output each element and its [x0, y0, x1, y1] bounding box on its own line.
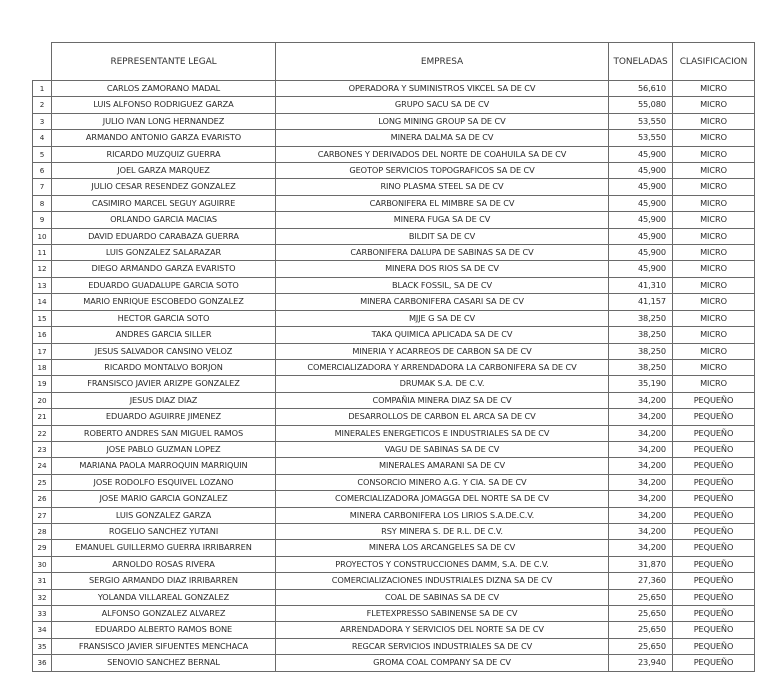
- toneladas-cell: 53,550: [609, 113, 673, 129]
- empresa-cell: BILDIT SA DE CV: [276, 228, 609, 244]
- row-number-cell: 17: [33, 343, 52, 359]
- table-row: [33, 458, 755, 474]
- table-row: [33, 294, 755, 310]
- table-row: [33, 359, 755, 375]
- representante-cell: ORLANDO GARCIA MACIAS: [52, 212, 276, 228]
- empresa-cell: ARRENDADORA Y SERVICIOS DEL NORTE SA DE CV: [276, 622, 609, 638]
- toneladas-cell: 25,650: [609, 606, 673, 622]
- row-number-cell: 15: [33, 310, 52, 326]
- toneladas-cell: 38,250: [609, 327, 673, 343]
- representante-cell: JOSE PABLO GUZMAN LOPEZ: [52, 441, 276, 457]
- empresa-cell: MINERA FUGA SA DE CV: [276, 212, 609, 228]
- row-number-cell: 24: [33, 458, 52, 474]
- table-row: [33, 606, 755, 622]
- clasificacion-cell: MICRO: [673, 327, 755, 343]
- clasificacion-cell: MICRO: [673, 376, 755, 392]
- representante-cell: DAVID EDUARDO CARABAZA GUERRA: [52, 228, 276, 244]
- representante-cell: ROGELIO SANCHEZ YUTANI: [52, 523, 276, 539]
- row-number-cell: 2: [33, 97, 52, 113]
- toneladas-cell: 34,200: [609, 409, 673, 425]
- table-row: [33, 409, 755, 425]
- table-row: [33, 425, 755, 441]
- toneladas-cell: 45,900: [609, 179, 673, 195]
- table-row: [33, 163, 755, 179]
- toneladas-cell: 45,900: [609, 212, 673, 228]
- empresa-cell: MINERA DALMA SA DE CV: [276, 130, 609, 146]
- toneladas-cell: 34,200: [609, 474, 673, 490]
- representante-cell: JESUS SALVADOR CANSINO VELOZ: [52, 343, 276, 359]
- representante-cell: JULIO IVAN LONG HERNANDEZ: [52, 113, 276, 129]
- toneladas-cell: 23,940: [609, 655, 673, 671]
- empresa-cell: LONG MINING GROUP SA DE CV: [276, 113, 609, 129]
- representante-cell: DIEGO ARMANDO GARZA EVARISTO: [52, 261, 276, 277]
- clasificacion-cell: PEQUEÑO: [673, 573, 755, 589]
- table-row: [33, 277, 755, 293]
- toneladas-cell: 34,200: [609, 458, 673, 474]
- representante-cell: MARIANA PAOLA MARROQUIN MARRIQUIN: [52, 458, 276, 474]
- toneladas-cell: 25,650: [609, 638, 673, 654]
- empresa-cell: RINO PLASMA STEEL SA DE CV: [276, 179, 609, 195]
- empresa-cell: OPERADORA Y SUMINISTROS VIKCEL SA DE CV: [276, 81, 609, 97]
- table-row: [33, 179, 755, 195]
- representante-cell: LUIS GONZALEZ GARZA: [52, 507, 276, 523]
- table-row: [33, 441, 755, 457]
- clasificacion-cell: PEQUEÑO: [673, 606, 755, 622]
- row-number-cell: 21: [33, 409, 52, 425]
- row-number-cell: 30: [33, 556, 52, 572]
- row-number-cell: 33: [33, 606, 52, 622]
- toneladas-cell: 25,650: [609, 589, 673, 605]
- row-number-cell: 5: [33, 146, 52, 162]
- row-number-cell: 20: [33, 392, 52, 408]
- clasificacion-cell: MICRO: [673, 294, 755, 310]
- representante-cell: JOEL GARZA MARQUEZ: [52, 163, 276, 179]
- row-number-cell: 12: [33, 261, 52, 277]
- clasificacion-cell: PEQUEÑO: [673, 491, 755, 507]
- clasificacion-cell: PEQUEÑO: [673, 638, 755, 654]
- row-number-cell: 14: [33, 294, 52, 310]
- clasificacion-cell: MICRO: [673, 179, 755, 195]
- row-number-cell: 9: [33, 212, 52, 228]
- clasificacion-cell: MICRO: [673, 212, 755, 228]
- clasificacion-cell: MICRO: [673, 113, 755, 129]
- representante-cell: ANDRES GARCIA SILLER: [52, 327, 276, 343]
- empresa-cell: MINERALES AMARANI SA DE CV: [276, 458, 609, 474]
- table-row: [33, 573, 755, 589]
- clasificacion-cell: MICRO: [673, 359, 755, 375]
- table-row: [33, 540, 755, 556]
- table-row: [33, 146, 755, 162]
- empresa-cell: MINERA CARBONIFERA CASARI SA DE CV: [276, 294, 609, 310]
- clasificacion-cell: PEQUEÑO: [673, 441, 755, 457]
- row-number-cell: 3: [33, 113, 52, 129]
- clasificacion-cell: PEQUEÑO: [673, 540, 755, 556]
- empresa-cell: CARBONIFERA EL MIMBRE SA DE CV: [276, 195, 609, 211]
- toneladas-cell: 34,200: [609, 441, 673, 457]
- empresa-cell: COAL DE SABINAS SA DE CV: [276, 589, 609, 605]
- toneladas-cell: 38,250: [609, 359, 673, 375]
- toneladas-cell: 41,157: [609, 294, 673, 310]
- representante-cell: YOLANDA VILLAREAL GONZALEZ: [52, 589, 276, 605]
- row-number-cell: 18: [33, 359, 52, 375]
- toneladas-cell: 55,080: [609, 97, 673, 113]
- clasificacion-cell: MICRO: [673, 146, 755, 162]
- representante-cell: JULIO CESAR RESENDEZ GONZALEZ: [52, 179, 276, 195]
- table-body: [33, 81, 755, 672]
- row-number-cell: 10: [33, 228, 52, 244]
- toneladas-cell: 38,250: [609, 343, 673, 359]
- clasificacion-cell: MICRO: [673, 228, 755, 244]
- empresa-cell: COMERCIALIZADORA JOMAGGA DEL NORTE SA DE CV: [276, 491, 609, 507]
- empresa-cell: MINERALES ENERGETICOS E INDUSTRIALES SA DE CV: [276, 425, 609, 441]
- table-row: [33, 491, 755, 507]
- representante-cell: JOSE MARIO GARCIA GONZALEZ: [52, 491, 276, 507]
- clasificacion-cell: MICRO: [673, 245, 755, 261]
- empresa-cell: DRUMAK S.A. DE C.V.: [276, 376, 609, 392]
- clasificacion-cell: PEQUEÑO: [673, 425, 755, 441]
- clasificacion-cell: PEQUEÑO: [673, 458, 755, 474]
- row-number-cell: 1: [33, 81, 52, 97]
- toneladas-cell: 34,200: [609, 392, 673, 408]
- header-toneladas: TONELADAS: [609, 43, 673, 81]
- empresa-cell: CARBONES Y DERIVADOS DEL NORTE DE COAHUILA SA DE CV: [276, 146, 609, 162]
- empresa-cell: MINERA CARBONIFERA LOS LIRIOS S.A.DE.C.V.: [276, 507, 609, 523]
- representante-cell: ARNOLDO ROSAS RIVERA: [52, 556, 276, 572]
- table-row: [33, 474, 755, 490]
- header-index: [33, 43, 52, 81]
- empresa-cell: CARBONIFERA DALUPA DE SABINAS SA DE CV: [276, 245, 609, 261]
- row-number-cell: 4: [33, 130, 52, 146]
- row-number-cell: 34: [33, 622, 52, 638]
- representante-cell: ARMANDO ANTONIO GARZA EVARISTO: [52, 130, 276, 146]
- empresa-cell: COMERCIALIZADORA Y ARRENDADORA LA CARBONIFERA SA DE CV: [276, 359, 609, 375]
- representante-cell: RICARDO MONTALVO BORJON: [52, 359, 276, 375]
- representante-cell: EDUARDO GUADALUPE GARCIA SOTO: [52, 277, 276, 293]
- row-number-cell: 29: [33, 540, 52, 556]
- toneladas-cell: 45,900: [609, 245, 673, 261]
- table-row: [33, 130, 755, 146]
- clasificacion-cell: MICRO: [673, 130, 755, 146]
- clasificacion-cell: MICRO: [673, 343, 755, 359]
- representante-cell: ROBERTO ANDRES SAN MIGUEL RAMOS: [52, 425, 276, 441]
- clasificacion-cell: MICRO: [673, 310, 755, 326]
- header-representante: REPRESENTANTE LEGAL: [52, 43, 276, 81]
- clasificacion-cell: PEQUEÑO: [673, 474, 755, 490]
- toneladas-cell: 45,900: [609, 195, 673, 211]
- representante-cell: SENOVIO SANCHEZ BERNAL: [52, 655, 276, 671]
- empresa-cell: DESARROLLOS DE CARBON EL ARCA SA DE CV: [276, 409, 609, 425]
- row-number-cell: 13: [33, 277, 52, 293]
- table-row: [33, 638, 755, 654]
- representante-cell: FRANSISCO JAVIER ARIZPE GONZALEZ: [52, 376, 276, 392]
- representante-cell: LUIS GONZALEZ SALARAZAR: [52, 245, 276, 261]
- empresa-cell: COMERCIALIZACIONES INDUSTRIALES DIZNA SA DE CV: [276, 573, 609, 589]
- empresa-cell: CONSORCIO MINERO A.G. Y CIA. SA DE CV: [276, 474, 609, 490]
- empresa-cell: GROMA COAL COMPANY SA DE CV: [276, 655, 609, 671]
- toneladas-cell: 25,650: [609, 622, 673, 638]
- header-row: [33, 43, 755, 81]
- table-row: [33, 245, 755, 261]
- toneladas-cell: 45,900: [609, 261, 673, 277]
- empresa-cell: BLACK FOSSIL, SA DE CV: [276, 277, 609, 293]
- toneladas-cell: 27,360: [609, 573, 673, 589]
- toneladas-cell: 34,200: [609, 507, 673, 523]
- empresa-cell: PROYECTOS Y CONSTRUCCIONES DAMM, S.A. DE C.V.: [276, 556, 609, 572]
- empresa-cell: FLETEXPRESSO SABINENSE SA DE CV: [276, 606, 609, 622]
- clasificacion-cell: PEQUEÑO: [673, 589, 755, 605]
- clasificacion-cell: MICRO: [673, 195, 755, 211]
- clasificacion-cell: MICRO: [673, 97, 755, 113]
- clasificacion-cell: MICRO: [673, 261, 755, 277]
- table-row: [33, 228, 755, 244]
- row-number-cell: 26: [33, 491, 52, 507]
- table-row: [33, 113, 755, 129]
- table-row: [33, 655, 755, 671]
- table-row: [33, 556, 755, 572]
- toneladas-cell: 31,870: [609, 556, 673, 572]
- clasificacion-cell: PEQUEÑO: [673, 507, 755, 523]
- row-number-cell: 32: [33, 589, 52, 605]
- row-number-cell: 36: [33, 655, 52, 671]
- table-row: [33, 310, 755, 326]
- header-empresa: EMPRESA: [276, 43, 609, 81]
- toneladas-cell: 38,250: [609, 310, 673, 326]
- representante-cell: EMANUEL GUILLERMO GUERRA IRRIBARREN: [52, 540, 276, 556]
- row-number-cell: 22: [33, 425, 52, 441]
- table-row: [33, 97, 755, 113]
- row-number-cell: 35: [33, 638, 52, 654]
- representante-cell: LUIS ALFONSO RODRIGUEZ GARZA: [52, 97, 276, 113]
- row-number-cell: 25: [33, 474, 52, 490]
- clasificacion-cell: MICRO: [673, 163, 755, 179]
- table-row: [33, 261, 755, 277]
- table-row: [33, 589, 755, 605]
- toneladas-cell: 45,900: [609, 146, 673, 162]
- table-row: [33, 327, 755, 343]
- toneladas-cell: 56,610: [609, 81, 673, 97]
- representante-cell: CASIMIRO MARCEL SEGUY AGUIRRE: [52, 195, 276, 211]
- toneladas-cell: 41,310: [609, 277, 673, 293]
- toneladas-cell: 34,200: [609, 523, 673, 539]
- empresa-cell: REGCAR SERVICIOS INDUSTRIALES SA DE CV: [276, 638, 609, 654]
- row-number-cell: 23: [33, 441, 52, 457]
- empresa-cell: COMPAÑIA MINERA DIAZ SA DE CV: [276, 392, 609, 408]
- clasificacion-cell: PEQUEÑO: [673, 392, 755, 408]
- toneladas-cell: 45,900: [609, 163, 673, 179]
- clasificacion-cell: PEQUEÑO: [673, 409, 755, 425]
- clasificacion-cell: PEQUEÑO: [673, 622, 755, 638]
- representante-cell: ALFONSO GONZALEZ ALVAREZ: [52, 606, 276, 622]
- representante-cell: FRANSISCO JAVIER SIFUENTES MENCHACA: [52, 638, 276, 654]
- representante-cell: CARLOS ZAMORANO MADAL: [52, 81, 276, 97]
- empresa-cell: GRUPO SACU SA DE CV: [276, 97, 609, 113]
- clasificacion-cell: PEQUEÑO: [673, 556, 755, 572]
- toneladas-cell: 34,200: [609, 491, 673, 507]
- empresa-cell: MINERA DOS RIOS SA DE CV: [276, 261, 609, 277]
- row-number-cell: 19: [33, 376, 52, 392]
- clasificacion-cell: MICRO: [673, 81, 755, 97]
- clasificacion-cell: PEQUEÑO: [673, 523, 755, 539]
- row-number-cell: 7: [33, 179, 52, 195]
- representante-cell: MARIO ENRIQUE ESCOBEDO GONZALEZ: [52, 294, 276, 310]
- companies-table: [32, 42, 755, 672]
- header-clasificacion: CLASIFICACION: [673, 43, 755, 81]
- empresa-cell: GEOTOP SERVICIOS TOPOGRAFICOS SA DE CV: [276, 163, 609, 179]
- empresa-cell: MINERA LOS ARCANGELES SA DE CV: [276, 540, 609, 556]
- representante-cell: EDUARDO AGUIRRE JIMENEZ: [52, 409, 276, 425]
- toneladas-cell: 53,550: [609, 130, 673, 146]
- representante-cell: RICARDO MUZQUIZ GUERRA: [52, 146, 276, 162]
- representante-cell: JESUS DIAZ DIAZ: [52, 392, 276, 408]
- row-number-cell: 11: [33, 245, 52, 261]
- table-row: [33, 507, 755, 523]
- toneladas-cell: 34,200: [609, 425, 673, 441]
- toneladas-cell: 34,200: [609, 540, 673, 556]
- row-number-cell: 27: [33, 507, 52, 523]
- representante-cell: EDUARDO ALBERTO RAMOS BONE: [52, 622, 276, 638]
- table-row: [33, 376, 755, 392]
- table-row: [33, 392, 755, 408]
- empresa-cell: RSY MINERA S. DE R.L. DE C.V.: [276, 523, 609, 539]
- representante-cell: SERGIO ARMANDO DIAZ IRRIBARREN: [52, 573, 276, 589]
- toneladas-cell: 35,190: [609, 376, 673, 392]
- empresa-cell: TAKA QUIMICA APLICADA SA DE CV: [276, 327, 609, 343]
- table-row: [33, 81, 755, 97]
- representante-cell: JOSE RODOLFO ESQUIVEL LOZANO: [52, 474, 276, 490]
- table-row: [33, 622, 755, 638]
- clasificacion-cell: PEQUEÑO: [673, 655, 755, 671]
- row-number-cell: 6: [33, 163, 52, 179]
- row-number-cell: 31: [33, 573, 52, 589]
- row-number-cell: 28: [33, 523, 52, 539]
- empresa-cell: MJJE G SA DE CV: [276, 310, 609, 326]
- empresa-cell: VAGU DE SABINAS SA DE CV: [276, 441, 609, 457]
- table-row: [33, 343, 755, 359]
- table-row: [33, 195, 755, 211]
- empresa-cell: MINERIA Y ACARREOS DE CARBON SA DE CV: [276, 343, 609, 359]
- table-row: [33, 523, 755, 539]
- row-number-cell: 8: [33, 195, 52, 211]
- clasificacion-cell: MICRO: [673, 277, 755, 293]
- toneladas-cell: 45,900: [609, 228, 673, 244]
- representante-cell: HECTOR GARCIA SOTO: [52, 310, 276, 326]
- row-number-cell: 16: [33, 327, 52, 343]
- table-row: [33, 212, 755, 228]
